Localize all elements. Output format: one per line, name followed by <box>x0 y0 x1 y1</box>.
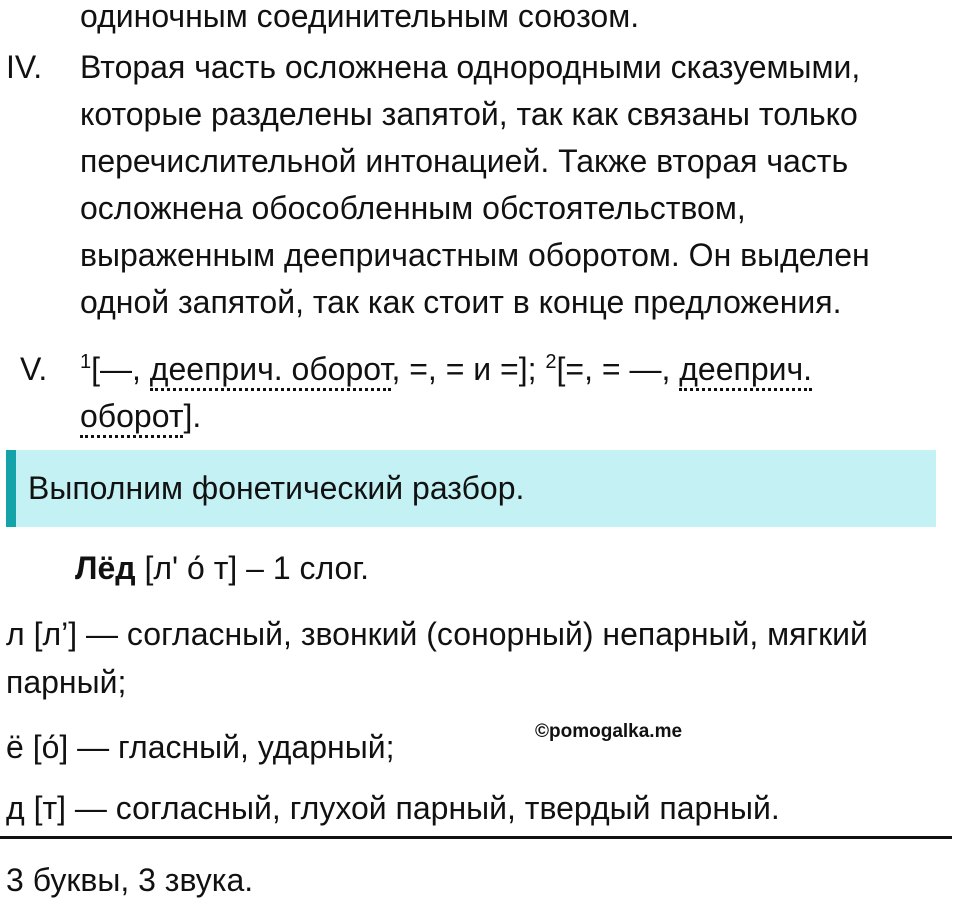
scheme-index: 2 <box>545 351 557 373</box>
list-marker: V. <box>20 351 48 387</box>
scheme-part: , =, = и =]; <box>391 351 546 387</box>
list-item-line: перечислительной интонацией. Также вторая часть <box>80 143 849 179</box>
scheme-part: ]. <box>183 398 202 434</box>
scheme-part: [=, = —, <box>556 351 680 387</box>
phonetic-item: ё [о́] — гласный, ударный; <box>6 729 395 765</box>
scheme-underlined-term: дееприч. оборот <box>150 351 392 391</box>
divider <box>0 836 952 839</box>
sentence-scheme <box>80 349 812 389</box>
list-item-line: Вторая часть осложнена однородными сказуемыми, <box>80 49 861 85</box>
scheme-part: [—, <box>91 351 150 387</box>
analyzed-word: Лёд <box>75 550 136 586</box>
list-item-line: выраженным деепричастным оборотом. Он выделен <box>80 237 870 273</box>
section-banner <box>6 450 936 527</box>
scheme-underlined-term: оборот <box>80 398 183 438</box>
scheme-underlined-term: дееприч. <box>679 351 812 391</box>
list-item-line: одной запятой, так как стоит в конце предложения. <box>80 284 842 320</box>
phonetic-item: д [т] — согласный, глухой парный, твердый парный. <box>6 790 780 826</box>
phonetic-item: л [л’] — согласный, звонкий (сонорный) непарный, мягкий <box>6 616 868 652</box>
summary: 3 буквы, 3 звука. <box>6 862 254 898</box>
watermark: ©pomogalka.me <box>535 721 683 742</box>
list-marker: IV. <box>6 49 43 85</box>
sentence-scheme-continued <box>80 396 201 436</box>
list-item-text: одиночным соединительным союзом. <box>80 0 640 34</box>
list-item-line: которые разделены запятой, так как связаны только <box>80 96 858 132</box>
banner-title: Выполним фонетический разбор. <box>28 470 525 506</box>
transcription: [л' о́ т] – 1 слог. <box>135 550 369 586</box>
phonetic-item-continued: парный; <box>6 664 127 700</box>
scheme-index: 1 <box>80 351 92 373</box>
phonetic-heading <box>75 548 369 588</box>
list-item-line: осложнена обособленным обстоятельством, <box>80 190 746 226</box>
